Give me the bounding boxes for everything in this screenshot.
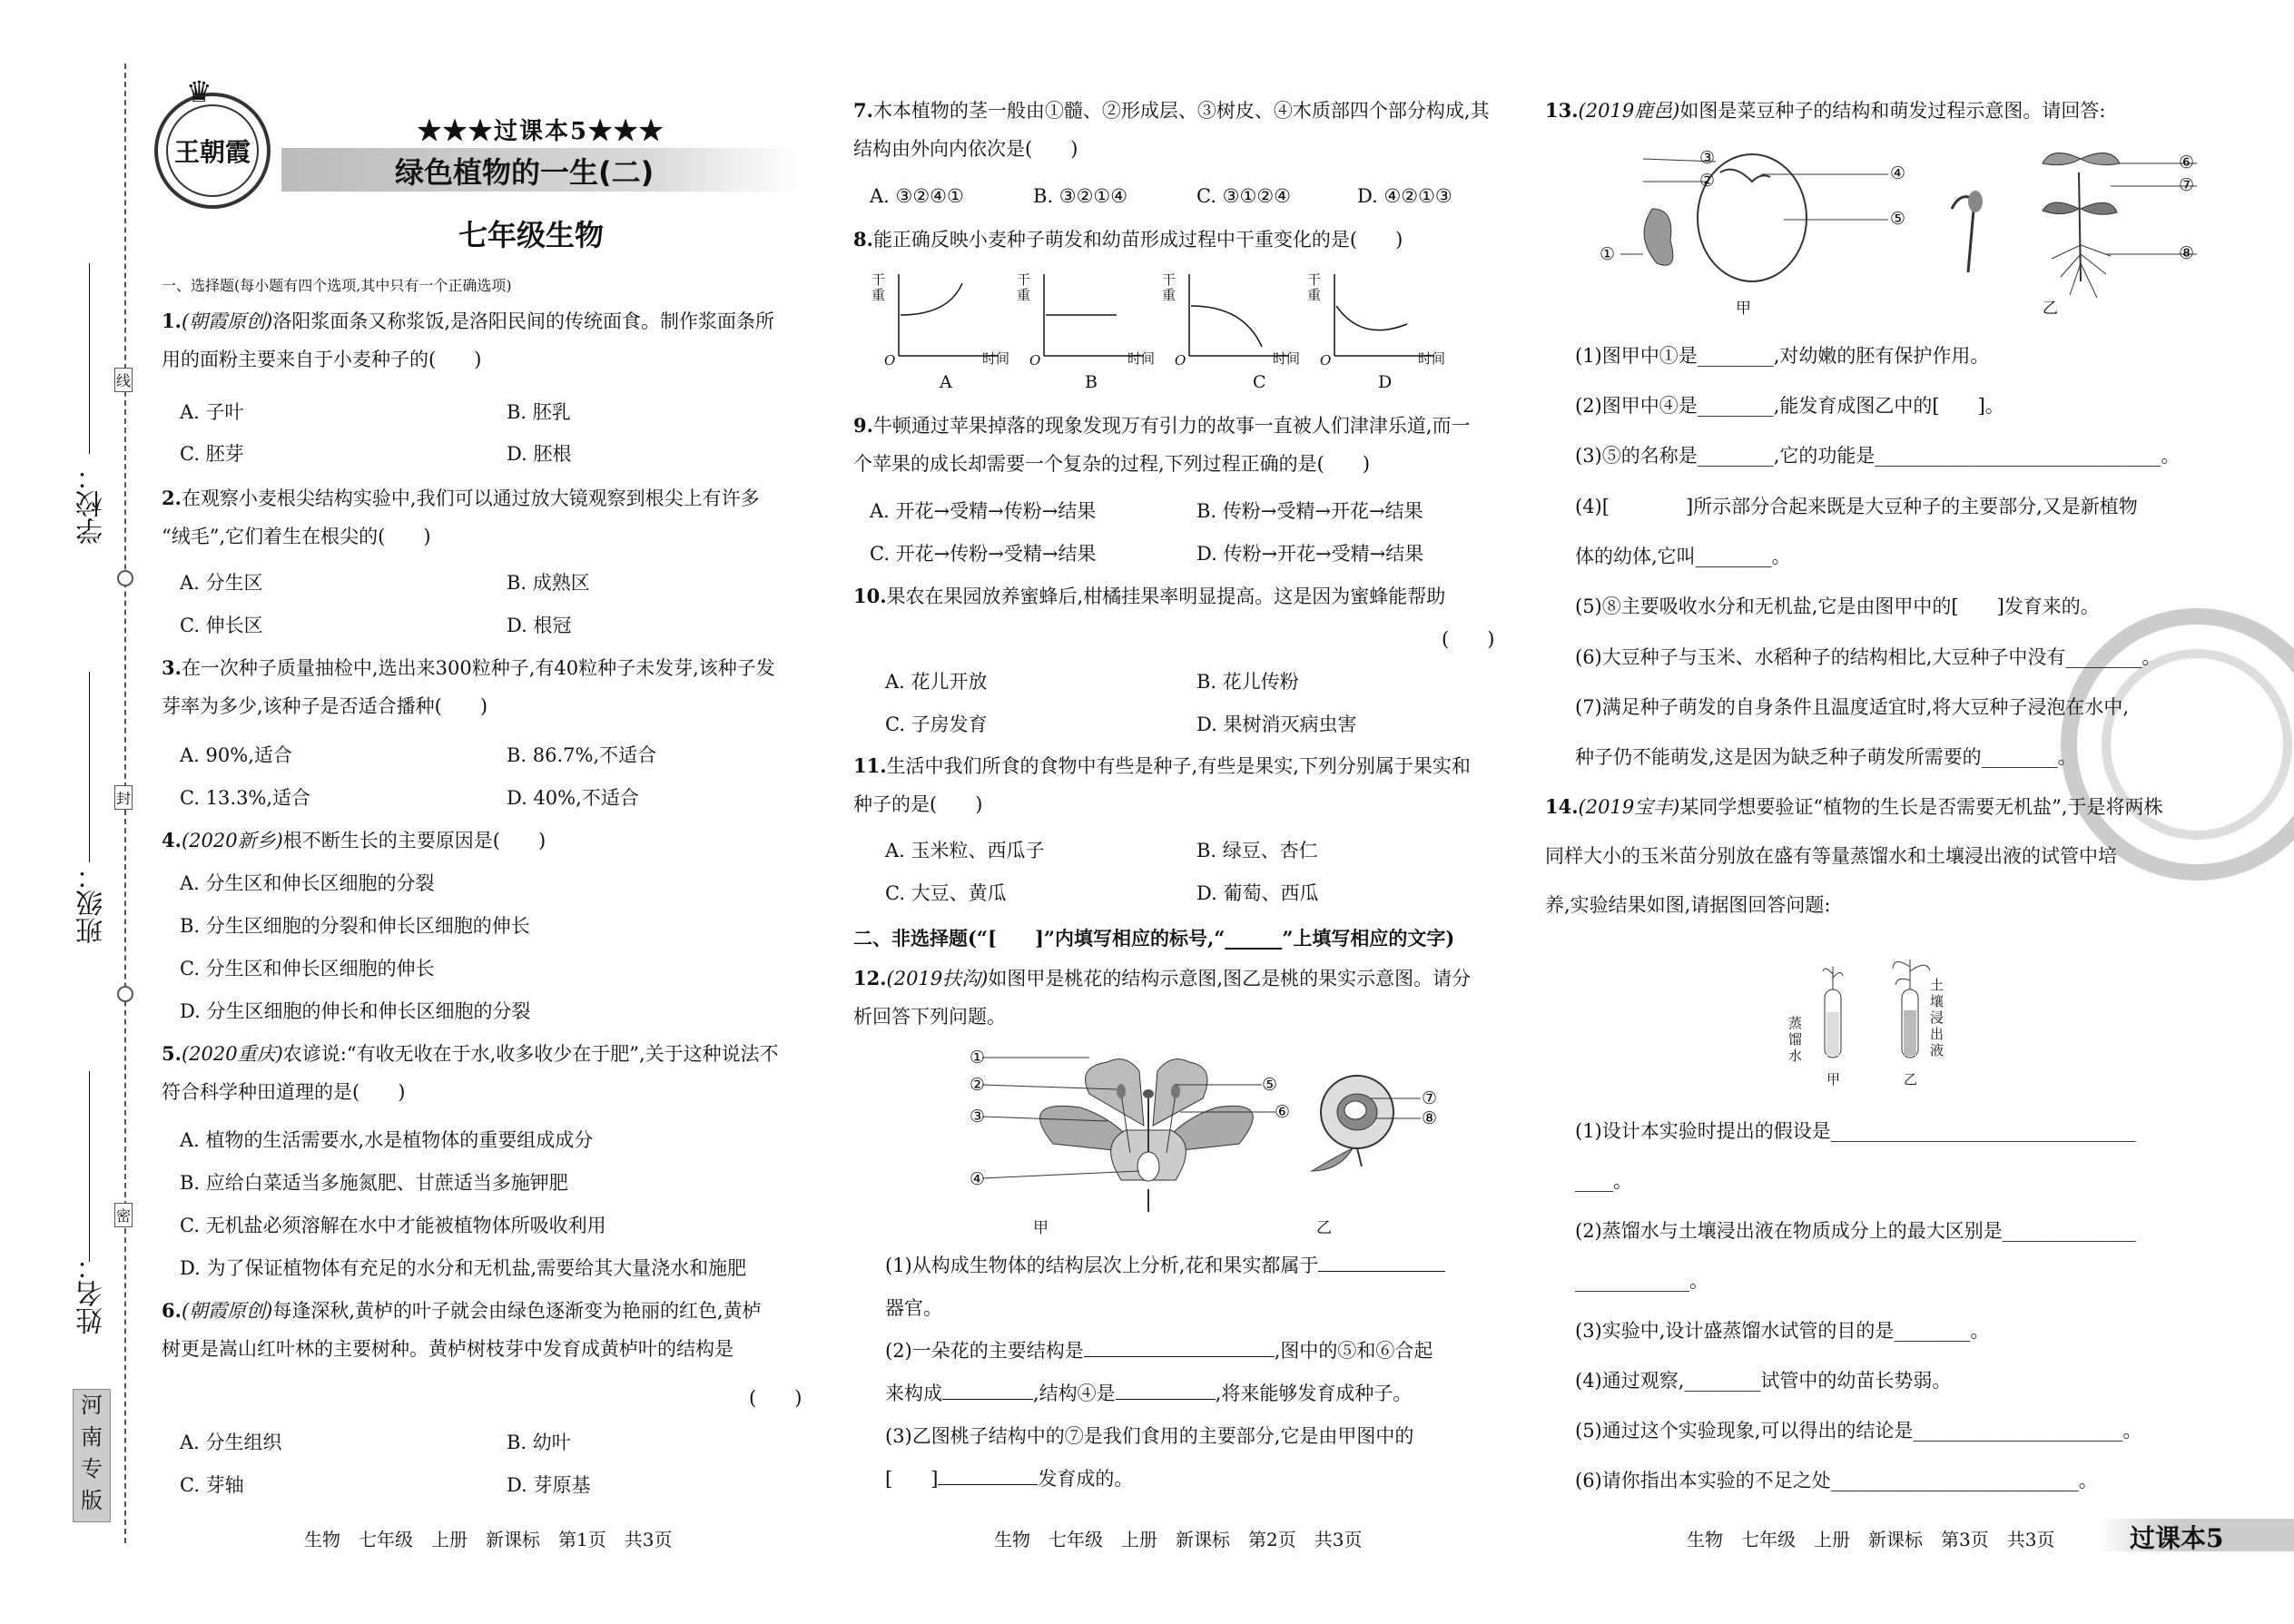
q10-answer-paren[interactable]: ( ) bbox=[1442, 628, 1495, 650]
q11-option-b[interactable]: B. 绿豆、杏仁 bbox=[1196, 840, 1318, 861]
q12-2b-blank[interactable] bbox=[942, 1399, 1033, 1400]
tube-jia bbox=[1823, 967, 1843, 1058]
q2: 2.在观察小麦根尖结构实验中,我们可以通过放大镜观察到根尖上有许多 “绒毛”,它们着生在根尖的( ) bbox=[162, 487, 760, 547]
seal-char-1: 线 bbox=[114, 368, 133, 392]
subject-title: 七年级生物 bbox=[458, 218, 605, 252]
q4-option-d[interactable]: D. 分生区细胞的伸长和伸长区细胞的分裂 bbox=[180, 1000, 531, 1022]
q14-sub1: (1)设计本实验时提出的假设是________________________________ bbox=[1575, 1120, 2136, 1142]
q13: 13.(2019鹿邑)如图是菜豆种子的结构和萌发过程示意图。请回答: bbox=[1545, 99, 2106, 122]
q3-option-a[interactable]: A. 90%,适合 bbox=[180, 744, 292, 766]
q4-option-c[interactable]: C. 分生区和伸长区细胞的伸长 bbox=[180, 958, 435, 979]
q9-option-a[interactable]: A. 开花→受精→传粉→结果 bbox=[870, 500, 1097, 522]
q14-sub2-b: ____________。 bbox=[1575, 1270, 1708, 1292]
q8-label-d: D bbox=[1378, 372, 1393, 392]
seed-mark-4: ④ bbox=[1890, 163, 1906, 183]
q12-3-blank[interactable] bbox=[938, 1484, 1038, 1485]
tube-right-label: 土壤浸出液 bbox=[1930, 977, 1944, 1058]
q6-option-a[interactable]: A. 分生组织 bbox=[180, 1432, 282, 1453]
q8-label-a: A bbox=[940, 372, 952, 392]
q9-option-d[interactable]: D. 传粉→开花→受精→结果 bbox=[1196, 543, 1424, 565]
q8-y-label: 干重 bbox=[1162, 271, 1177, 303]
footer-page3: 生物 七年级 上册 新课标 第3页 共3页 bbox=[1687, 1529, 2055, 1550]
q6-option-d[interactable]: D. 芽原基 bbox=[507, 1474, 591, 1496]
q8-y-label: 干重 bbox=[1307, 271, 1322, 303]
q6-option-b[interactable]: B. 幼叶 bbox=[507, 1432, 571, 1453]
q4-option-a[interactable]: A. 分生区和伸长区细胞的分裂 bbox=[180, 872, 435, 894]
seal-char-2: 封 bbox=[114, 785, 133, 810]
q2-option-d[interactable]: D. 根冠 bbox=[507, 615, 572, 636]
class-field[interactable] bbox=[89, 672, 90, 862]
q9: 9.牛顿通过苹果掉落的现象发现万有引力的故事一直被人们津津乐道,而一 个苹果的成长却需要一个复杂的过程,下列过程正确的是( ) bbox=[853, 414, 1471, 475]
q8-graph-c[interactable] bbox=[1189, 274, 1289, 356]
seal-char-3: 密 bbox=[114, 1203, 133, 1227]
q8-graphs bbox=[862, 265, 1498, 392]
q2-option-c[interactable]: C. 伸长区 bbox=[180, 615, 263, 636]
q3-option-b[interactable]: B. 86.7%,不适合 bbox=[507, 744, 657, 766]
q13-sub5: (5)⑧主要吸收水分和无机盐,它是由图甲中的[ ]发育来的。 bbox=[1575, 595, 2100, 617]
q14: 14.(2019宝丰)某同学想要验证“植物的生长是否需要无机盐”,于是将两株 同样大小的玉米苗分别放在盛有等量蒸馏水和土壤浸出液的试管中培 养,实验结果如图,请据图回答问题: bbox=[1545, 795, 2163, 916]
q3-option-c[interactable]: C. 13.3%,适合 bbox=[180, 787, 311, 809]
q12-2c-blank[interactable] bbox=[1116, 1399, 1216, 1400]
q4-option-b[interactable]: B. 分生区细胞的分裂和伸长区细胞的伸长 bbox=[180, 915, 530, 937]
q8-graph-d[interactable] bbox=[1334, 274, 1434, 356]
seedling-mark-8: ⑧ bbox=[2179, 243, 2195, 263]
seedling-caption: 乙 bbox=[2043, 300, 2058, 318]
crown-icon: ♛ bbox=[186, 74, 212, 109]
q6: 6.(朝霞原创)每逢深秋,黄栌的叶子就会由绿色逐渐变为艳丽的红色,黄栌 树更是嵩山红叶林的主要树种。黄栌树枝芽中发育成黄栌叶的结构是 bbox=[162, 1299, 762, 1360]
q14-sub2: (2)蒸馏水与土壤浸出液在物质成分上的最大区别是______________ bbox=[1575, 1220, 2136, 1242]
q2-option-b[interactable]: B. 成熟区 bbox=[507, 572, 590, 594]
q8-origin: O bbox=[1320, 352, 1332, 369]
q7-option-a[interactable]: A. ③②④① bbox=[870, 185, 964, 207]
name-field[interactable] bbox=[89, 1071, 90, 1262]
q8-x-label: 时间 bbox=[1273, 350, 1301, 367]
q13-sub7-b: 种子仍不能萌发,这是因为缺乏种子萌发所需要的________。 bbox=[1575, 746, 2077, 768]
q1-option-c[interactable]: C. 胚芽 bbox=[180, 443, 244, 465]
q12-sub1: (1)从构成生物体的结构层次上分析,花和果实都属于 bbox=[885, 1253, 1511, 1278]
page-title: 绿色植物的一生(二) bbox=[395, 155, 655, 190]
footer-page2: 生物 七年级 上册 新课标 第2页 共3页 bbox=[994, 1529, 1363, 1550]
q5-option-c[interactable]: C. 无机盐必须溶解在水中才能被植物体所吸收利用 bbox=[180, 1215, 606, 1236]
q12-sub2-b: 来构成 ,结构④是 ,将来能够发育成种子。 bbox=[885, 1383, 1413, 1404]
q14-sub6: (6)请你指出本实验的不足之处__________________________。 bbox=[1575, 1470, 2098, 1491]
seedling-figure bbox=[2043, 153, 2197, 298]
test-tube-diagram bbox=[1807, 958, 1970, 1076]
q12-sub1-b: 器官。 bbox=[885, 1297, 942, 1319]
q12-sub3: (3)乙图桃子结构中的⑦是我们食用的主要部分,它是由甲图中的 bbox=[885, 1425, 1414, 1447]
q5-option-d[interactable]: D. 为了保证植物体有充足的水分和无机盐,需要给其大量浇水和施肥 bbox=[180, 1257, 747, 1279]
flower-mark-6: ⑥ bbox=[1275, 1102, 1291, 1122]
q13-sub1: (1)图甲中①是________,对幼嫩的胚有保护作用。 bbox=[1575, 345, 1990, 367]
peach-fruit-figure bbox=[1312, 1076, 1421, 1171]
q10: 10.果农在果园放养蜜蜂后,柑橘挂果率明显提高。这是因为蜜蜂能帮助 bbox=[853, 585, 1446, 607]
q8-origin: O bbox=[884, 352, 896, 369]
footer-page1: 生物 七年级 上册 新课标 第1页 共3页 bbox=[304, 1529, 673, 1550]
q3: 3.在一次种子质量抽检中,选出来300粒种子,有40粒种子未发芽,该种子发 芽率为多少,该种子是否适合播种( ) bbox=[162, 656, 775, 717]
q8-origin: O bbox=[1175, 352, 1186, 369]
q3-option-d[interactable]: D. 40%,不适合 bbox=[507, 787, 639, 809]
flower-mark-4: ④ bbox=[970, 1169, 986, 1189]
q11: 11.生活中我们所食的食物中有些是种子,有些是果实,下列分别属于果实和 种子的是( ) bbox=[853, 754, 1471, 815]
q13-sub2: (2)图甲中④是________,能发育成图乙中的[ ]。 bbox=[1575, 395, 2004, 417]
q14-sub3: (3)实验中,设计盛蒸馏水试管的目的是________。 bbox=[1575, 1320, 1990, 1342]
q8-y-label: 干重 bbox=[1017, 271, 1031, 303]
q8-label-c: C bbox=[1253, 372, 1266, 392]
q10-option-a[interactable]: A. 花儿开放 bbox=[885, 671, 988, 693]
dot-marker bbox=[117, 986, 133, 1002]
q7-option-c[interactable]: C. ③①②④ bbox=[1196, 185, 1291, 207]
q5-option-a[interactable]: A. 植物的生活需要水,水是植物体的重要组成成分 bbox=[180, 1129, 594, 1151]
q10-option-c[interactable]: C. 子房发育 bbox=[885, 714, 988, 735]
dot-marker bbox=[117, 570, 133, 586]
q14-sub5: (5)通过这个实验现象,可以得出的结论是______________________。 bbox=[1575, 1420, 2142, 1442]
seed-mark-5: ⑤ bbox=[1890, 209, 1906, 229]
class-label: 班级： bbox=[76, 862, 108, 944]
peach-flower-diagram bbox=[962, 1044, 1452, 1225]
q13-sub3: (3)⑤的名称是________,它的功能是______________________________。 bbox=[1575, 445, 2181, 467]
q4: 4.(2020新乡)根不断生长的主要原因是( ) bbox=[162, 829, 546, 851]
school-label: 学校： bbox=[76, 463, 108, 545]
fruit-mark-8: ⑧ bbox=[1422, 1108, 1438, 1128]
section2-heading: 二、非选择题(“[ ]”内填写相应的标号,“______”上填写相应的文字) bbox=[853, 927, 1455, 950]
q1-option-d[interactable]: D. 胚根 bbox=[507, 443, 572, 465]
edition-badge: 河 南 专 版 bbox=[73, 1389, 111, 1522]
q8: 8.能正确反映小麦种子萌发和幼苗形成过程中干重变化的是( ) bbox=[853, 228, 1403, 251]
q14-sub1-b: ____。 bbox=[1575, 1170, 1632, 1192]
q8-x-label: 时间 bbox=[982, 350, 1010, 367]
tube-left-label: 蒸馏水 bbox=[1788, 1015, 1803, 1064]
q5-option-b[interactable]: B. 应给白菜适当多施氮肥、甘蔗适当多施钾肥 bbox=[180, 1172, 568, 1194]
q11-option-d[interactable]: D. 葡萄、西瓜 bbox=[1196, 882, 1319, 904]
q12-2a-blank[interactable] bbox=[1084, 1356, 1275, 1357]
logo-text: 王朝霞 bbox=[173, 137, 251, 167]
q10-option-d[interactable]: D. 果树消灭病虫害 bbox=[1196, 714, 1357, 735]
bean-seed-figure bbox=[1620, 154, 1888, 281]
tube-caption-jia: 甲 bbox=[1826, 1071, 1841, 1088]
q10-option-b[interactable]: B. 花儿传粉 bbox=[1196, 671, 1299, 693]
logo bbox=[154, 93, 271, 209]
q9-option-c[interactable]: C. 开花→传粉→受精→结果 bbox=[870, 543, 1097, 565]
q12-1-blank[interactable] bbox=[1318, 1271, 1445, 1272]
q8-label-b: B bbox=[1085, 372, 1098, 392]
tube-yi bbox=[1893, 960, 1930, 1058]
q9-option-b[interactable]: B. 传粉→受精→开花→结果 bbox=[1196, 500, 1423, 522]
q8-origin: O bbox=[1029, 352, 1041, 369]
q7-option-b[interactable]: B. ③②①④ bbox=[1033, 185, 1128, 207]
seedling-mark-6: ⑥ bbox=[2179, 153, 2195, 172]
q7: 7.木本植物的茎一般由①髓、②形成层、③树皮、④木质部四个部分构成,其 结构由外向内依次是( ) bbox=[853, 99, 1490, 160]
q13-sub4: (4)[ ]所示部分合起来既是大豆种子的主要部分,又是新植物 bbox=[1575, 496, 2138, 517]
q8-graph-b[interactable] bbox=[1044, 274, 1144, 356]
q8-y-label: 干重 bbox=[871, 271, 886, 303]
q12-sub2: (2)一朵花的主要结构是 ,图中的⑤和⑥合起 bbox=[885, 1340, 1433, 1362]
fruit-mark-7: ⑦ bbox=[1422, 1088, 1438, 1108]
seed-caption: 甲 bbox=[1736, 300, 1751, 318]
q12-sub3-b: [ ] 发育成的。 bbox=[885, 1468, 1134, 1490]
q6-option-c[interactable]: C. 芽轴 bbox=[180, 1474, 244, 1496]
q11-option-a[interactable]: A. 玉米粒、西瓜子 bbox=[885, 840, 1045, 861]
q2-option-a[interactable]: A. 分生区 bbox=[180, 572, 263, 594]
flower-mark-2: ② bbox=[970, 1075, 986, 1095]
q8-x-label: 时间 bbox=[1127, 350, 1156, 367]
q12-3-bracket[interactable]: [ ] bbox=[885, 1468, 939, 1490]
q1-option-b[interactable]: B. 胚乳 bbox=[507, 401, 571, 423]
q13-sub4-b: 体的幼体,它叫________。 bbox=[1575, 546, 1791, 567]
q11-option-c[interactable]: C. 大豆、黄瓜 bbox=[885, 882, 1007, 904]
fruit-caption: 乙 bbox=[1316, 1219, 1332, 1237]
q5: 5.(2020重庆)农谚说:“有收无收在于水,收多收少在于肥”,关于这种说法不 符合科学种田道理的是( ) bbox=[162, 1042, 779, 1103]
seed-mark-1: ① bbox=[1600, 244, 1616, 264]
q1: 1.(朝霞原创)洛阳浆面条又称浆饭,是洛阳民间的传统面食。制作浆面条所 用的面粉主要来自于小麦种子的( ) bbox=[162, 310, 775, 370]
q8-graph-a[interactable] bbox=[899, 274, 999, 356]
school-field[interactable] bbox=[89, 263, 90, 454]
q14-sub4: (4)通过观察,________试管中的幼苗长势弱。 bbox=[1575, 1370, 1952, 1392]
flower-figure bbox=[982, 1058, 1278, 1212]
seed-mark-2: ② bbox=[1699, 171, 1716, 191]
q7-option-d[interactable]: D. ④②①③ bbox=[1357, 185, 1452, 207]
q12: 12.(2019扶沟)如图甲是桃花的结构示意图,图乙是桃的果实示意图。请分 析回答下列问题。 bbox=[853, 967, 1472, 1028]
germinating-seed-figure bbox=[1952, 191, 1983, 272]
tube-caption-yi: 乙 bbox=[1904, 1071, 1918, 1088]
q6-answer-paren[interactable]: ( ) bbox=[749, 1387, 802, 1409]
flower-caption: 甲 bbox=[1033, 1219, 1049, 1237]
seedling-mark-7: ⑦ bbox=[2179, 175, 2195, 195]
series-tag: ★★★过课本5★★★ bbox=[418, 118, 665, 145]
q1-option-a[interactable]: A. 子叶 bbox=[180, 401, 244, 423]
q13-sub7: (7)满足种子萌发的自身条件且温度适宜时,将大豆种子浸泡在水中, bbox=[1575, 696, 2130, 718]
seed-mark-3: ③ bbox=[1699, 148, 1716, 168]
q13-sub6: (6)大豆种子与玉米、水稻种子的结构相比,大豆种子中没有________。 bbox=[1575, 646, 2161, 668]
section1-heading: 一、选择题(每小题有四个选项,其中只有一个正确选项) bbox=[162, 277, 512, 294]
flower-mark-5: ⑤ bbox=[1262, 1075, 1278, 1095]
flower-mark-1: ① bbox=[970, 1048, 986, 1068]
name-label: 姓名： bbox=[76, 1253, 108, 1334]
footer-tag: 过课本5 bbox=[2130, 1523, 2224, 1553]
q8-x-label: 时间 bbox=[1418, 350, 1446, 367]
flower-mark-3: ③ bbox=[970, 1107, 986, 1127]
